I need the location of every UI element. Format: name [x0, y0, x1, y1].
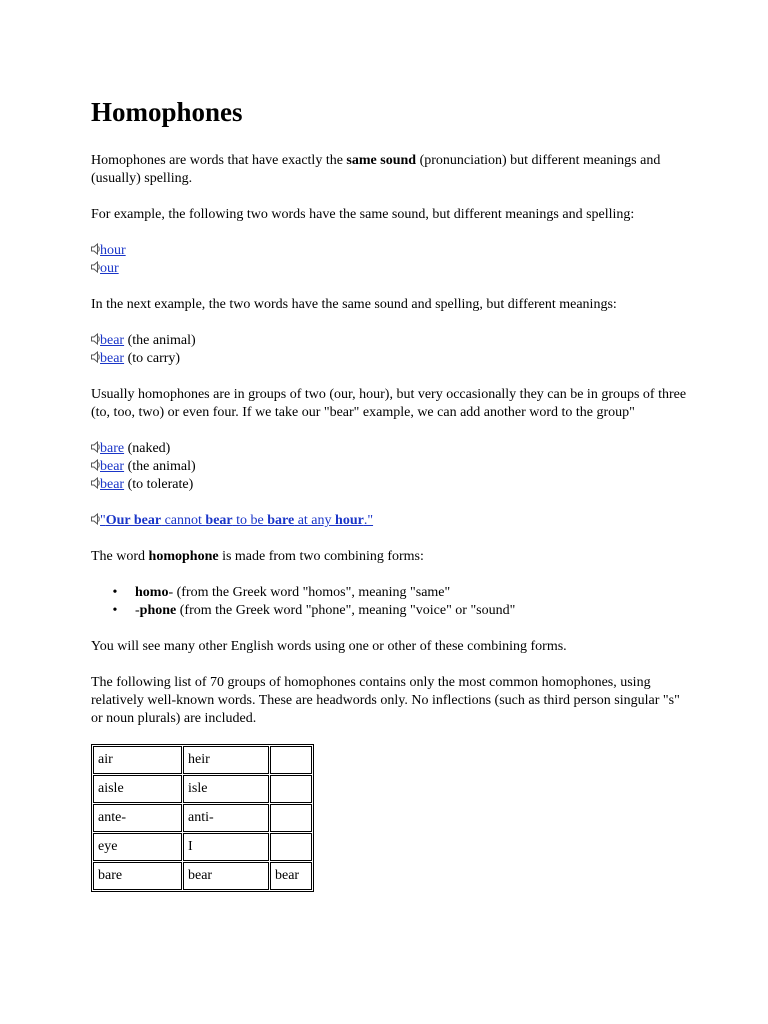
word-note: (to carry): [124, 351, 181, 366]
sentence-link[interactable]: [100, 513, 373, 528]
intro-text-a: Homophones are words that have exactly the: [91, 153, 347, 168]
word-note: (the animal): [124, 459, 196, 474]
forms-list: [91, 584, 691, 620]
table-cell: [270, 833, 312, 861]
form-text: (from the Greek word "phone", meaning "voice" or "sound": [176, 603, 516, 618]
table-row: [93, 775, 312, 803]
intro-paragraph: [91, 152, 691, 188]
speaker-icon[interactable]: [91, 459, 100, 471]
example1-list: [91, 242, 691, 278]
word-line: [91, 440, 691, 458]
word-line: [91, 332, 691, 350]
table-cell: bear: [183, 862, 269, 890]
word-note: (the animal): [124, 333, 196, 348]
other-paragraph: You will see many other English words using one or other of these combining forms.: [91, 639, 567, 654]
word-line: [91, 260, 691, 278]
speaker-icon[interactable]: [91, 441, 100, 453]
word-link-our[interactable]: our: [100, 261, 119, 276]
word-link-hour[interactable]: hour: [100, 243, 126, 258]
article: [91, 96, 691, 892]
page-title: Homophones: [91, 97, 243, 127]
table-cell: eye: [93, 833, 182, 861]
speaker-icon[interactable]: [91, 477, 100, 489]
form-prefix: -: [135, 603, 140, 618]
table-cell: anti-: [183, 804, 269, 832]
table-row: [93, 862, 312, 890]
word-link-bear[interactable]: bear: [100, 459, 125, 474]
bullet: •: [112, 603, 118, 618]
sentence-quote-open: ": [100, 513, 106, 528]
sentence-text: to be: [232, 513, 268, 528]
list-paragraph: The following list of 70 groups of homophones contains only the most common homophones, using relatively well-known words. These are headwords only. No inflections (such as third person singular "s" or noun plurals) are included.: [91, 675, 680, 726]
sentence-word: bare: [267, 513, 295, 528]
table-cell: aisle: [93, 775, 182, 803]
speaker-icon[interactable]: [91, 513, 100, 525]
table-row: [93, 833, 312, 861]
table-cell: [270, 775, 312, 803]
word-text-a: The word: [91, 549, 149, 564]
example2-list: [91, 332, 691, 368]
example-sentence: [91, 512, 691, 530]
bullet: •: [112, 585, 118, 600]
form-bold: phone: [139, 603, 177, 618]
sentence-word: hour: [335, 513, 364, 528]
sentence-text: at any: [294, 513, 336, 528]
table-cell: heir: [183, 746, 269, 774]
list-item: [112, 602, 691, 620]
word-link-bear[interactable]: bear: [100, 333, 125, 348]
speaker-icon[interactable]: [91, 261, 100, 273]
form-bold: homo: [135, 585, 169, 600]
table-row: [93, 804, 312, 832]
word-note: (to tolerate): [124, 477, 194, 492]
word-paragraph: [91, 548, 691, 566]
table-cell: bear: [270, 862, 312, 890]
table-cell: air: [93, 746, 182, 774]
speaker-icon[interactable]: [91, 351, 100, 363]
speaker-icon[interactable]: [91, 243, 100, 255]
word-bold: homophone: [148, 549, 219, 564]
example3-list: [91, 440, 691, 494]
sentence-word: bear: [205, 513, 233, 528]
table-cell: [270, 746, 312, 774]
table-cell: I: [183, 833, 269, 861]
word-line: [91, 476, 691, 494]
intro-bold: same sound: [346, 153, 417, 168]
word-line: [91, 458, 691, 476]
word-text-c: is made from two combining forms:: [218, 549, 424, 564]
table-row: [93, 746, 312, 774]
table-cell: bare: [93, 862, 182, 890]
list-item: [112, 584, 691, 602]
groups-paragraph: Usually homophones are in groups of two (our, hour), but very occasionally they can be in groups of three (to, too, two) or even four. If we take our "bear" example, we can add another word to the group": [91, 387, 687, 420]
example1-text: For example, the following two words have the same sound, but different meanings and spelling:: [91, 207, 635, 222]
word-line: [91, 350, 691, 368]
form-text: - (from the Greek word "homos", meaning "same": [168, 585, 451, 600]
table-cell: [270, 804, 312, 832]
word-link-bear[interactable]: bear: [100, 351, 125, 366]
speaker-icon[interactable]: [91, 333, 100, 345]
sentence-quote-close: .": [363, 513, 374, 528]
word-link-bear[interactable]: bear: [100, 477, 125, 492]
intro-text-c: (pronunciation) but different meanings and (usually) spelling.: [91, 153, 661, 186]
sentence-word: Our bear: [105, 513, 162, 528]
table-cell: isle: [183, 775, 269, 803]
word-note: (naked): [124, 441, 171, 456]
word-link-bare[interactable]: bare: [100, 441, 125, 456]
table-cell: ante-: [93, 804, 182, 832]
word-line: [91, 242, 691, 260]
sentence-text: cannot: [161, 513, 206, 528]
example2-text: In the next example, the two words have the same sound and spelling, but different meanings:: [91, 297, 617, 312]
homophones-table: [91, 744, 314, 892]
